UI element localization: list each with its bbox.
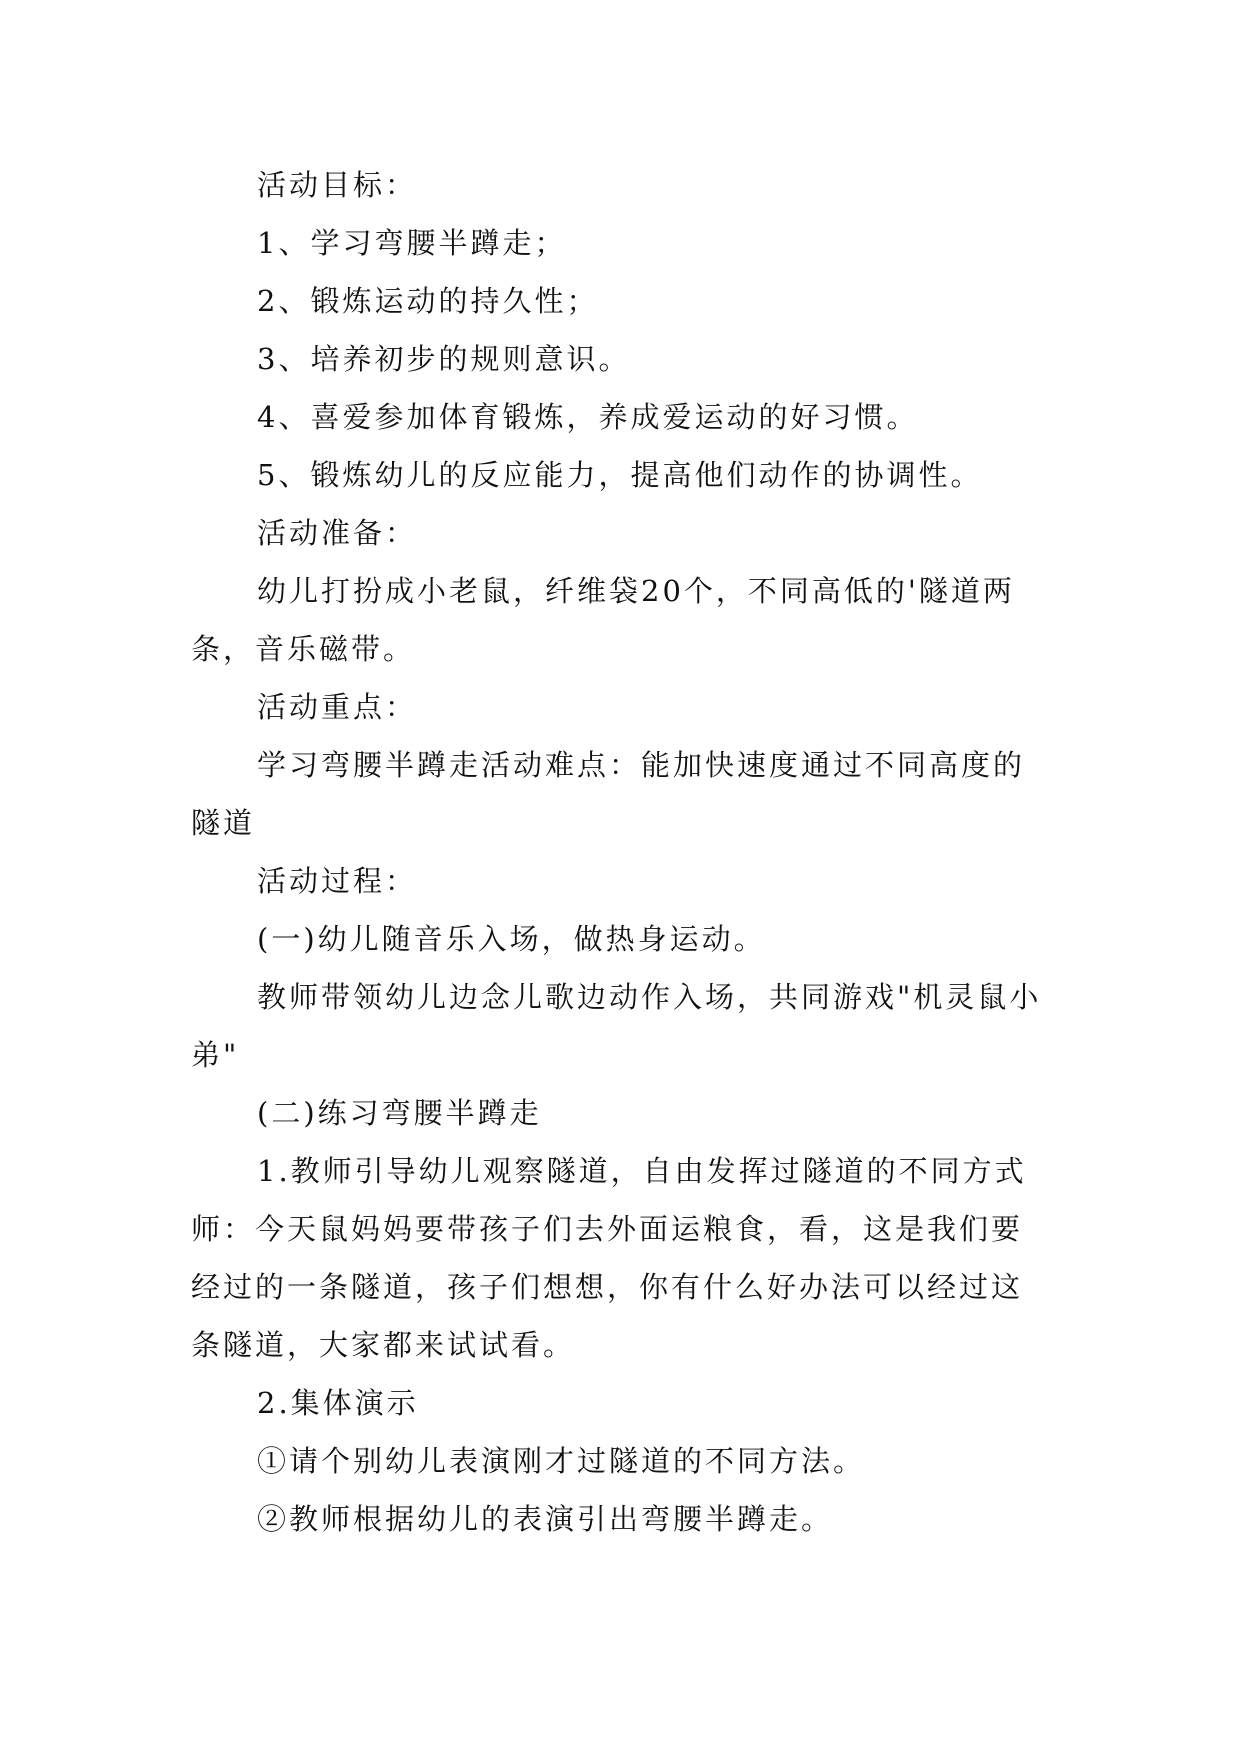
demo-item-1: ①请个别幼儿表演刚才过隧道的不同方法。 xyxy=(257,1444,866,1478)
process-step-1-text: 教师带领幼儿边念儿歌边动作入场，共同游戏"机灵鼠小弟" xyxy=(191,980,1042,1072)
focus-text: 学习弯腰半蹲走活动难点：能加快速度通过不同高度的隧道 xyxy=(191,748,1026,840)
process-step-2-title: (二)练习弯腰半蹲走 xyxy=(257,1096,542,1130)
document-body xyxy=(191,156,1051,1548)
goal-item-3: 3、培养初步的规则意识。 xyxy=(257,342,631,376)
process-step-1-title: (一)幼儿随音乐入场，做热身运动。 xyxy=(257,922,766,956)
goal-item-2: 2、锻炼运动的持久性； xyxy=(257,284,599,318)
goal-item-5: 5、锻炼幼儿的反应能力，提高他们动作的协调性。 xyxy=(257,458,983,492)
heading-activity-preparation: 活动准备： xyxy=(257,516,418,550)
goal-item-4: 4、喜爱参加体育锻炼，养成爱运动的好习惯。 xyxy=(257,400,919,434)
heading-activity-focus: 活动重点： xyxy=(257,690,418,724)
goal-item-1: 1、学习弯腰半蹲走； xyxy=(257,226,567,260)
heading-activity-goals: 活动目标： xyxy=(257,168,418,202)
process-step-2-item-2: 2.集体演示 xyxy=(257,1386,419,1420)
process-step-2-item-1: 1.教师引导幼儿观察隧道，自由发挥过隧道的不同方式师：今天鼠妈妈要带孩子们去外面运粮食，看，这是我们要经过的一条隧道，孩子们想想，你有什么好办法可以经过这条隧道，大家都来试试看。 xyxy=(191,1154,1027,1362)
heading-activity-process: 活动过程： xyxy=(257,864,418,898)
demo-item-2: ②教师根据幼儿的表演引出弯腰半蹲走。 xyxy=(257,1502,834,1536)
preparation-text: 幼儿打扮成小老鼠，纤维袋20个，不同高低的'隧道两条，音乐磁带。 xyxy=(191,574,1015,666)
